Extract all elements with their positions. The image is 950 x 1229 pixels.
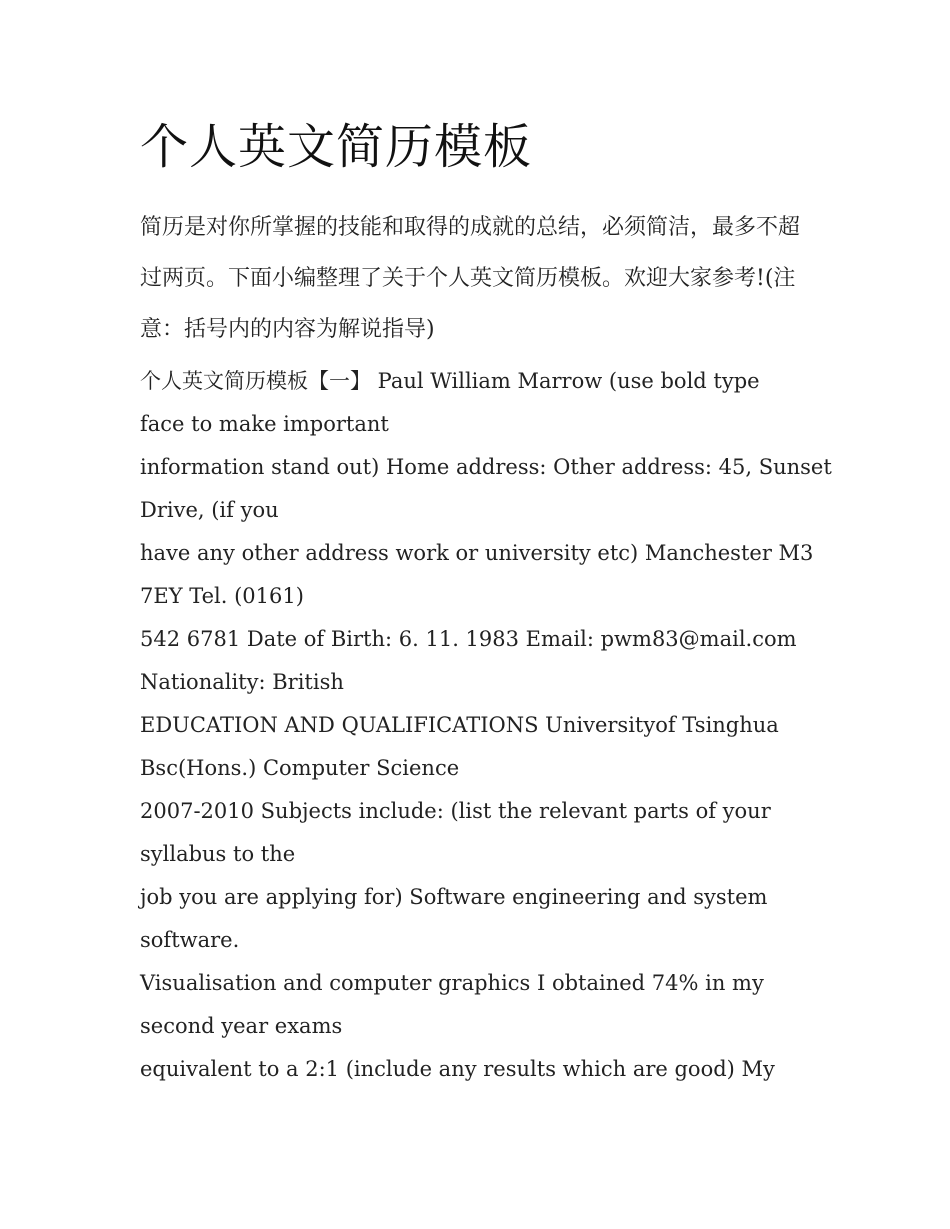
intro-paragraph: 简历是对你所掌握的技能和取得的成就的总结，必须简洁，最多不超过两页。下面小编整理了关于个人英文简历模板。欢迎大家参考!(注意：括号内的内容为解说指导): [140, 215, 801, 342]
document-title: 个人英文简历模板: [140, 119, 533, 175]
resume-body: [140, 360, 832, 1091]
body-line: information stand out) Home address: Other address: 45, Sunset: [140, 455, 832, 479]
body-line: 7EY Tel. (0161): [140, 584, 304, 608]
body-line: equivalent to a 2:1 (include any results which are good) My: [140, 1057, 775, 1081]
body-line: software.: [140, 928, 240, 952]
document-page: [140, 112, 832, 1091]
body-line: Visualisation and computer graphics I obtained 74% in my: [140, 971, 764, 995]
body-line: Drive, (if you: [140, 498, 279, 522]
body-line: 542 6781 Date of Birth: 6. 11. 1983 Email: pwm83@mail.com: [140, 627, 797, 651]
body-line: EDUCATION AND QUALIFICATIONS Universityof Tsinghua: [140, 713, 779, 737]
body-line: 个人英文简历模板【一】 Paul William Marrow (use bold type: [140, 369, 760, 393]
body-line: face to make important: [140, 412, 389, 436]
body-line: syllabus to the: [140, 842, 296, 866]
body-line: Bsc(Hons.) Computer Science: [140, 756, 460, 780]
body-line: 2007-2010 Subjects include: (list the relevant parts of your: [140, 799, 771, 823]
body-line: Nationality: British: [140, 670, 344, 694]
body-line: job you are applying for) Software engineering and system: [140, 885, 768, 909]
body-line: second year exams: [140, 1014, 343, 1038]
body-line: have any other address work or university etc) Manchester M3: [140, 541, 814, 565]
